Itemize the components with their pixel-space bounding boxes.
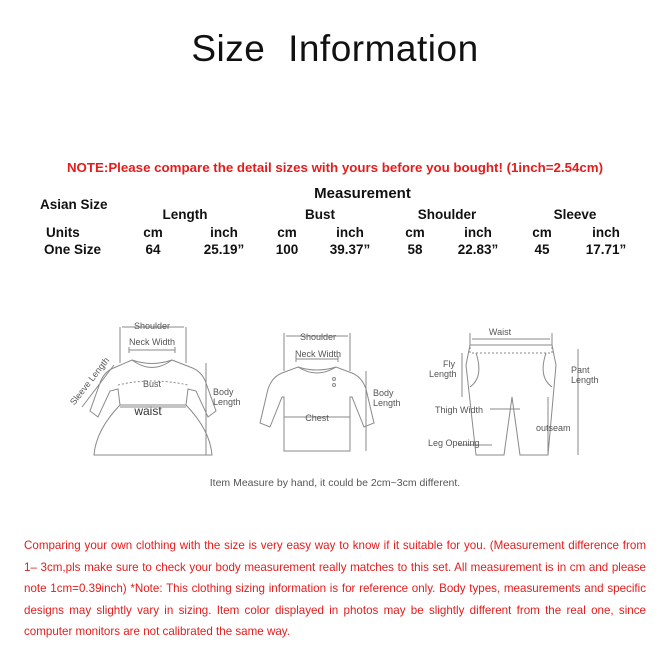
dress-waist-label: waist: [134, 404, 162, 418]
top-body-length-label-1: Body: [373, 388, 394, 398]
group-sleeve: Sleeve: [553, 207, 597, 222]
unit-cell: inch: [592, 225, 620, 240]
sizing-paragraph: Comparing your own clothing with the size is very easy way to know if it suitable for you. (Measurement difference from 1– 3cm,pls make sure to check your body measurement really matches to this set. All measurement is in cm and please note 1cm=0.39inch) *Note: This clothing sizing information is for reference only. Body types, measurements and specific designs may slightly vary in sizing. Item color displayed in photos may be slightly different from the real one, since computer monitors are not calibrated the same way.: [24, 539, 646, 638]
unit-cell: cm: [405, 225, 425, 240]
top-neck-width-label: Neck Width: [294, 349, 342, 359]
unit-cell: cm: [532, 225, 552, 240]
top-chest-label: Chest: [305, 413, 329, 423]
pants-length-label-1: Pant: [571, 365, 590, 375]
value-cell: 25.19”: [203, 242, 245, 257]
pants-fly-length-label-2: Length: [429, 369, 457, 379]
unit-cell: cm: [143, 225, 163, 240]
measurement-diagram: [0, 305, 670, 475]
dress-neck-width-label: Neck Width: [128, 337, 176, 347]
dress-shoulder-label: Shoulder: [133, 321, 171, 331]
size-note: NOTE:Please compare the detail sizes with yours before you bought! (1inch=2.54cm): [66, 160, 604, 175]
row-label-one-size: One Size: [44, 242, 102, 257]
unit-cell: cm: [277, 225, 297, 240]
title-word-information: Information: [288, 28, 479, 69]
value-cell: 58: [407, 242, 423, 257]
measure-disclaimer: Item Measure by hand, it could be 2cm~3cm different.: [209, 477, 461, 489]
pants-leg-opening-label: Leg Opening: [428, 438, 480, 448]
dress-body-length-label-2: Length: [213, 397, 241, 407]
value-cell: 22.83”: [457, 242, 499, 257]
group-shoulder: Shoulder: [417, 207, 477, 222]
top-outline: [260, 367, 374, 451]
units-label: Units: [46, 225, 80, 240]
asian-size-header: Asian Size: [40, 197, 108, 212]
value-cell: 17.71”: [585, 242, 627, 257]
dress-body-length-label-1: Body: [213, 387, 234, 397]
value-cell: 64: [145, 242, 161, 257]
group-length: Length: [162, 207, 208, 222]
pants-diagram: [458, 333, 578, 455]
page-title: [0, 28, 670, 70]
value-cell: 100: [275, 242, 299, 257]
title-word-size: Size: [191, 28, 266, 69]
value-cell: 39.37”: [329, 242, 371, 257]
measurement-header: Measurement: [314, 185, 411, 202]
pants-waist-label: Waist: [488, 327, 512, 337]
unit-cell: inch: [210, 225, 238, 240]
value-cell: 45: [534, 242, 550, 257]
pants-thigh-width-label: Thigh Width: [435, 405, 484, 415]
unit-cell: inch: [464, 225, 492, 240]
group-bust: Bust: [305, 207, 335, 222]
dress-sleeve-length-label: Sleeve Length: [67, 355, 112, 407]
dress-bust-label: Bust: [142, 379, 162, 389]
pants-length-label-2: Length: [571, 375, 599, 385]
pants-fly-length-label-1: Fly: [443, 359, 455, 369]
unit-cell: inch: [336, 225, 364, 240]
pants-outseam-label: outseam: [536, 423, 571, 433]
top-body-length-label-2: Length: [373, 398, 401, 408]
top-shoulder-label: Shoulder: [299, 332, 337, 342]
